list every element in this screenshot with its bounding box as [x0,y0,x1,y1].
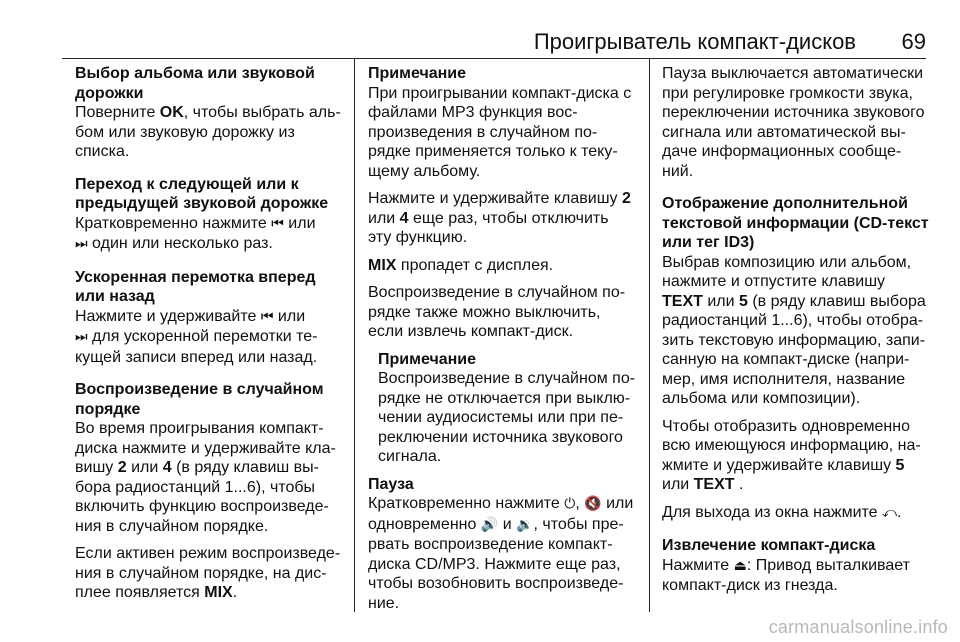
text: и [498,515,517,533]
mix-label: MIX [204,584,233,601]
section-text [662,253,930,409]
previous-track-icon: ⏮ [271,215,284,232]
text: Если активен режим воспроизведе-ния в случайном порядке, на дис-плее появляется [75,545,341,601]
column-divider [649,58,650,612]
paragraph: Пауза выключается автоматически при регулировке громкости звука, переключении источника звукового сигнала или автоматической вы-даче информационных сообще-ний. [662,65,925,180]
text: или [368,209,400,227]
text: Чтобы отобразить одновременно всю имеющуюся информацию, на-жмите и удерживайте клавишу [662,417,921,474]
back-icon: ⤺ [882,504,897,521]
page-title: Проигрыватель компакт-дисков [533,29,856,54]
note-box [368,350,636,467]
section-pause [368,475,636,614]
page-number: 69 [901,29,926,54]
key-text: TEXT [662,292,703,310]
section-text [75,214,343,255]
mix-label: MIX [368,256,397,274]
section-text [75,307,343,368]
section-text [75,103,343,162]
eject-icon: ⏏ [733,557,747,574]
text: : Привод выталкивает компакт-диск из гнезда. [662,556,910,594]
text: Во время проигрывания компакт-диска нажмите и удерживайте кла-вишу [75,420,336,476]
section-fast-forward-rewind [75,268,343,368]
text: , [575,495,585,512]
section-heading: Воспроизведение в случайном порядке [75,381,324,418]
text: . [232,584,238,601]
text: (в ряду клавиш выбора радиостанций 1...6), чтобы отобра-зить текстовую информацию, запи-санную на компакт-диске (напри-мер, имя исполнителя, название альбома или композиции). [662,292,926,407]
text: один или несколько раз. [87,235,273,252]
text: Для выхода из окна нажмите [662,503,882,521]
key-5: 5 [739,292,748,310]
text: , чтобы выбрать аль-бом или звуковую дорожку из списка. [75,104,341,160]
previous-track-icon: ⏮ [260,308,274,325]
text: для ускоренной перемотки те-кущей записи вперед или назад. [75,328,318,366]
section-text [662,503,930,524]
section-next-prev-track [75,175,343,255]
section-text [75,544,343,603]
text: (в ряду клавиш вы-бора радиостанций 1...6), чтобы включить функцию воспроизведе-ния в случайном порядке. [75,459,329,535]
section-text [75,419,343,536]
paragraph [368,189,636,248]
power-icon: ⏻ [564,496,576,512]
volume-up-icon: 🔊 [480,516,499,533]
paragraph [368,256,636,276]
text: Кратковременно нажмите [75,214,272,232]
column-divider [354,58,355,612]
mute-icon: 🔇 [584,496,602,512]
section-heading: Ускоренная перемотка вперед или назад [75,268,316,305]
text: Нажмите и удерживайте клавишу [368,190,622,207]
paragraph: Воспроизведение в случайном по-рядке также можно выключить, если извлечь компакт-диск. [368,284,626,340]
text: Нажмите и удерживайте [75,307,261,325]
text: еще раз, чтобы отключить эту функцию. [368,209,609,246]
key-ok: OK [159,104,184,121]
column-1 [75,64,343,642]
note-text: При проигрывании компакт-диска с файлами MP3 функция вос-произведения в случайном по-рядке применяется только к теку-щему альбому. [368,84,632,180]
text: или [662,476,694,493]
column-2 [368,64,636,642]
section-text [368,494,636,613]
section-album-select [75,64,343,162]
volume-down-icon: 🔉 [516,516,534,533]
section-eject [662,536,930,596]
key-4: 4 [399,209,409,227]
text: или [702,292,739,310]
column-3 [662,64,930,642]
text: , чтобы пре-рвать воспроизведение компакт-диска CD/MP3. Нажмите еще раз, чтобы возобновить воспроизведе-ние. [368,515,624,612]
section-heading: Отображение дополнительной текстовой информации (CD-текст или тег ID3) [662,195,929,251]
key-text: TEXT [693,476,735,493]
next-track-icon: ⏭ [75,329,88,345]
text: или [273,307,306,325]
note-title: Примечание [368,65,467,82]
page-header [62,28,926,59]
text: пропадет с дисплея. [396,256,554,274]
section-text-info [662,194,930,523]
text: Нажмите [662,556,734,574]
text: . [734,476,744,493]
key-2: 2 [117,459,127,476]
text: или одновременно [368,495,634,533]
text: Поверните [75,104,160,121]
section-shuffle [75,380,343,603]
text: Кратковременно нажмите [368,495,565,512]
note-box [368,64,636,181]
note-text: Воспроизведение в случайном по-рядке не отключается при выклю-чении аудиосистемы или при пе-реключении источника звукового сигнала. [378,370,636,465]
section-heading: Переход к следующей или к предыдущей звуковой дорожке [75,175,329,212]
text: или [126,459,163,476]
section-text [662,417,930,495]
section-heading: Извлечение компакт-диска [662,537,876,554]
watermark: carmanualsonline.info [768,617,948,637]
section-heading: Выбор альбома или звуковой дорожки [75,65,315,102]
key-5: 5 [895,456,905,474]
text: . [896,503,902,521]
text: Выбрав композицию или альбом, нажмите и отпустите клавишу [662,253,912,290]
section-heading: Пауза [368,475,414,493]
key-4: 4 [162,459,172,476]
next-track-icon: ⏭ [75,236,88,252]
key-2: 2 [622,190,631,207]
note-title: Примечание [378,350,477,368]
section-text [662,556,930,596]
text: или [283,214,316,232]
